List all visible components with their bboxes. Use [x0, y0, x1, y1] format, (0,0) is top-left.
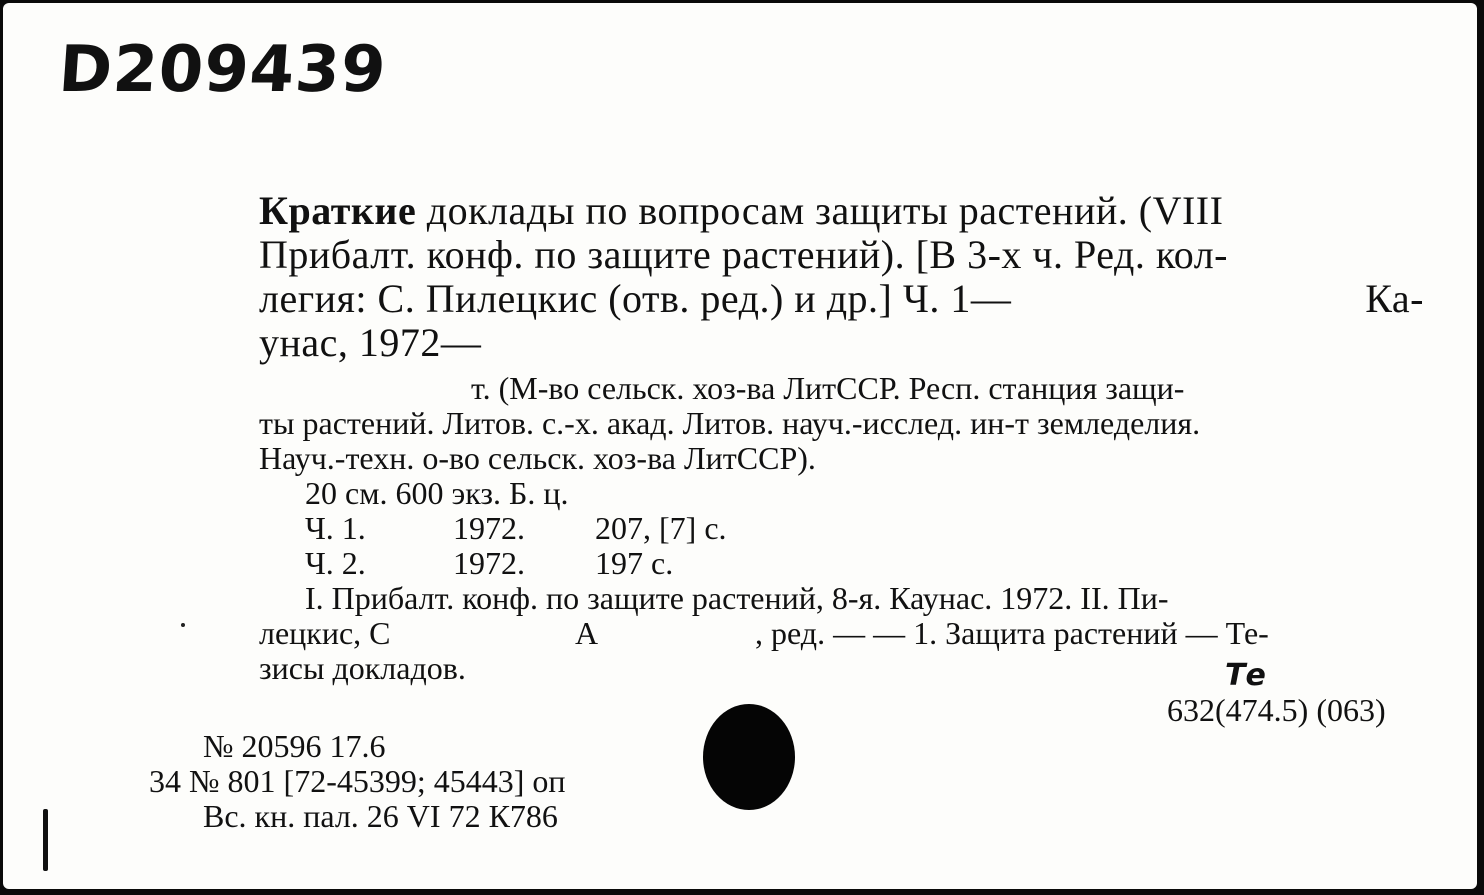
detail-line-1-text: т. (М-во сельск. хоз-ва ЛитССР. Респ. станция защи- — [471, 370, 1185, 406]
detail-line-2 — [259, 406, 1427, 441]
format-edition: 20 см. 600 экз. Б. ц. — [305, 475, 569, 511]
title-line-3-right: Ка- — [1365, 276, 1424, 321]
classification-code: 632(474.5) (063) — [1167, 692, 1386, 728]
footer-line-1: № 20596 17.6 — [203, 728, 386, 764]
title-line-4-text: унас, 1972— — [259, 320, 482, 365]
title-line-1 — [259, 189, 1424, 233]
title-line-3 — [259, 277, 1424, 321]
part-year: 1972. — [453, 545, 525, 581]
part-row-1 — [259, 511, 1427, 546]
title-block — [259, 189, 1424, 365]
handwritten-mark: Те — [1225, 658, 1266, 693]
detail-line-3-text: Науч.-техн. о-во сельск. хоз-ва ЛитССР). — [259, 440, 816, 476]
detail-line-4 — [259, 476, 1427, 511]
part-pages: 197 с. — [595, 545, 674, 581]
detail-line-3 — [259, 441, 1427, 476]
title-bold-word: Краткие — [259, 188, 417, 233]
subject-line-2-a: лецкис, С — [259, 615, 391, 651]
part-row-2 — [259, 546, 1427, 581]
part-pages: 207, [7] с. — [595, 510, 727, 546]
part-label: Ч. 2. — [305, 545, 366, 581]
footer-line-3: Вс. кн. пал. 26 VI 72 К786 — [203, 798, 558, 834]
title-line-4 — [259, 321, 1424, 365]
part-label: Ч. 1. — [305, 510, 366, 546]
details-block — [259, 371, 1427, 686]
subject-line-2 — [259, 616, 1427, 651]
ink-dot — [181, 623, 185, 627]
subject-line-1-text: I. Прибалт. конф. по защите растений, 8-я. Каунас. 1972. II. Пи- — [305, 580, 1169, 616]
catalog-card — [3, 3, 1477, 889]
subject-line-2-b: А — [575, 615, 599, 651]
subject-line-3-text: зисы докладов. — [259, 650, 466, 686]
inventory-number: D209439 — [56, 33, 389, 107]
title-line-2 — [259, 233, 1424, 277]
detail-line-2-text: ты растений. Литов. с.-х. акад. Литов. науч.-исслед. ин-т земледелия. — [259, 405, 1201, 441]
title-line-1-text: доклады по вопросам защиты растений. (VIII — [426, 188, 1224, 233]
detail-line-1 — [259, 371, 1427, 406]
punch-hole — [703, 704, 795, 810]
edge-mark — [43, 809, 48, 871]
subject-line-1 — [259, 581, 1427, 616]
title-line-2-text: Прибалт. конф. по защите растений). [В 3-х ч. Ред. кол- — [259, 232, 1228, 277]
footer-line-2: 34 № 801 [72-45399; 45443] оп — [149, 763, 566, 799]
subject-line-2-c: , ред. — — 1. Защита растений — Те- — [755, 615, 1269, 651]
part-year: 1972. — [453, 510, 525, 546]
title-line-3-left: легия: С. Пилецкис (отв. ред.) и др.] Ч. 1— — [259, 276, 1012, 321]
